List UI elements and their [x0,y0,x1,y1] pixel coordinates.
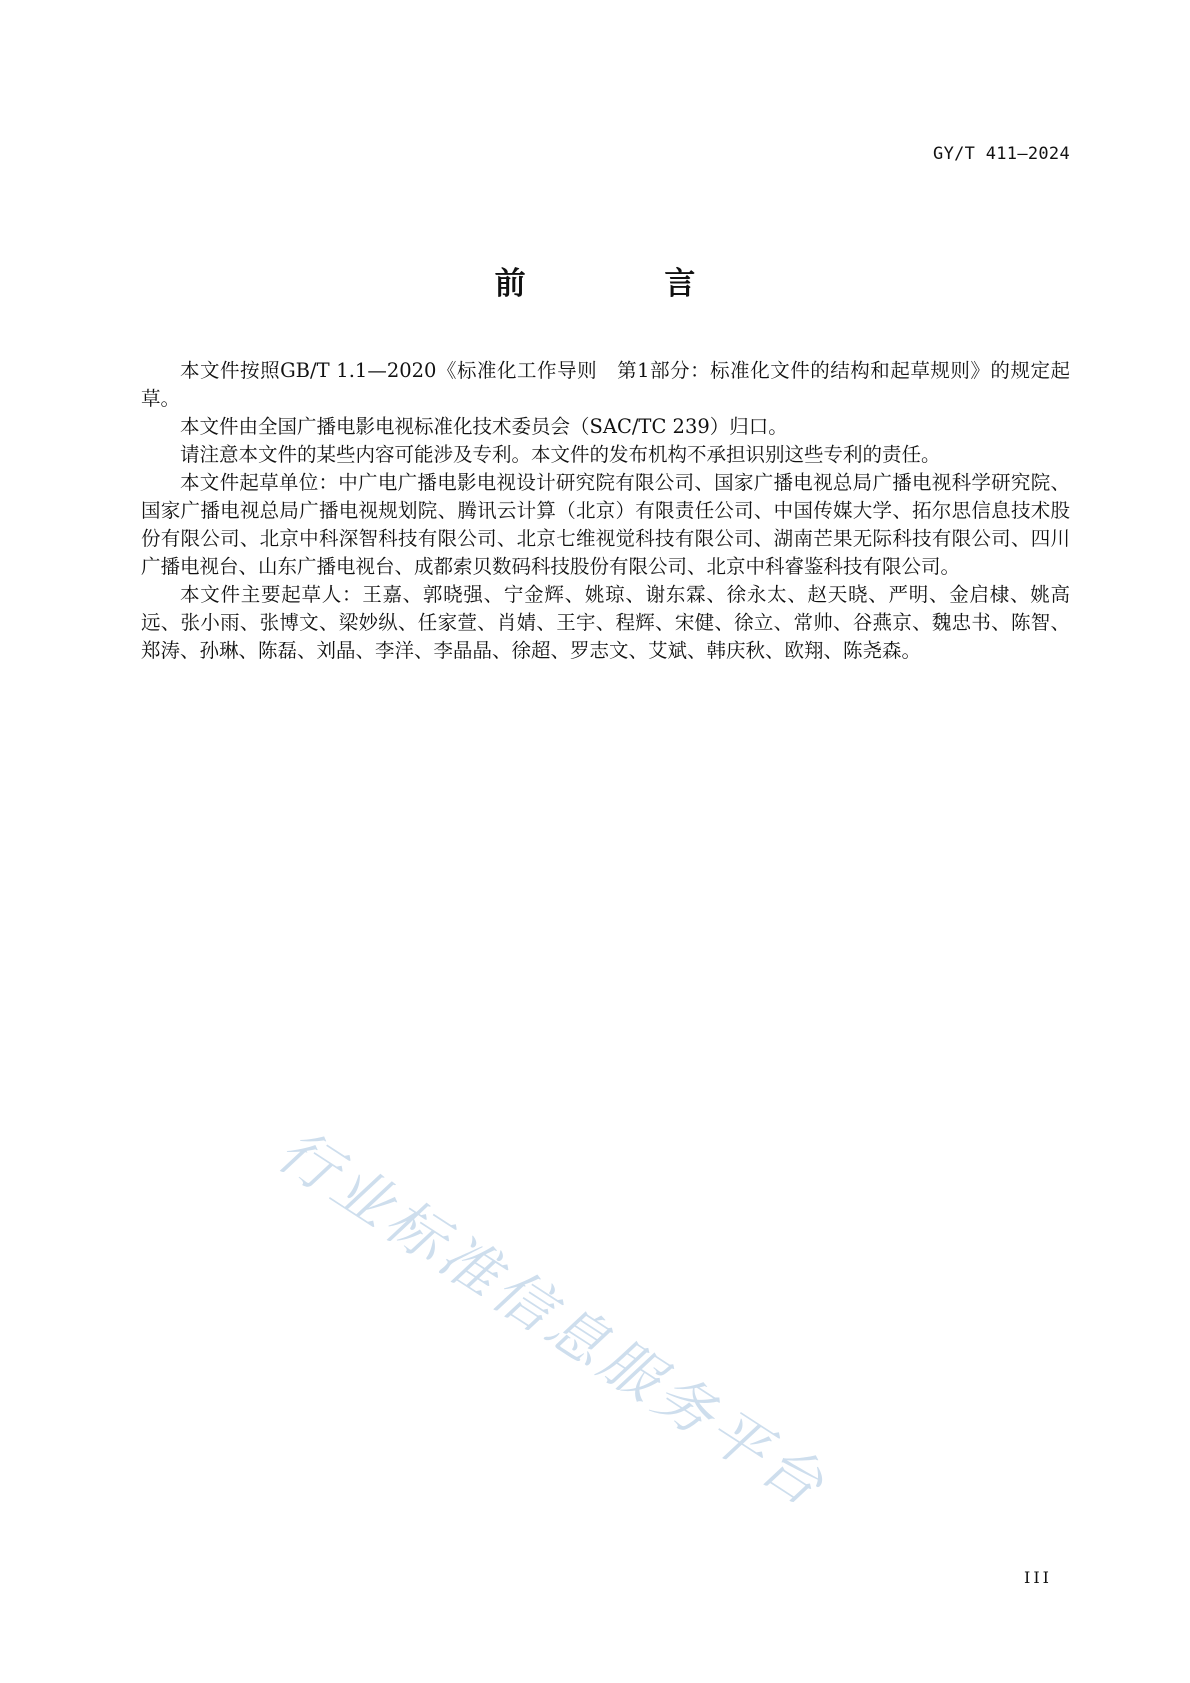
paragraph-committee: 本文件由全国广播电影电视标准化技术委员会（SAC/TC 239）归口。 [180,415,788,438]
page-number: III [1024,1568,1052,1587]
paragraph-drafting-units: 本文件起草单位：中广电广播电影电视设计研究院有限公司、国家广播电视总局广播电视科学研究院、国家广播电视总局广播电视规划院、腾讯云计算（北京）有限责任公司、中国传媒大学、拓尔思信息技术股份有限公司、北京中科深智科技有限公司、北京七维视觉科技有限公司、湖南芒果无际科技有限公司、四川广播电视台、山东广播电视台、成都索贝数码科技股份有限公司、北京中科睿鉴科技有限公司。 [141,471,1070,578]
foreword-body [141,357,1070,665]
page-title: 前 言 [494,266,760,302]
paragraph-drafting-basis: 本文件按照GB/T 1.1—2020《标准化工作导则 第1部分：标准化文件的结构和起草规则》的规定起草。 [141,359,1070,410]
document-id: GY/T 411—2024 [933,144,1070,164]
paragraph-patent-notice: 请注意本文件的某些内容可能涉及专利。本文件的发布机构不承担识别这些专利的责任。 [180,443,941,466]
watermark: 行业标准信息服务平台 [265,1115,840,1522]
paragraph-drafters: 本文件主要起草人：王嘉、郭晓强、宁金辉、姚琼、谢东霖、徐永太、赵天晓、严明、金启棣、姚高远、张小雨、张博文、梁妙纵、任家萱、肖婧、王宇、程辉、宋健、徐立、常帅、谷燕京、魏忠书、陈智、郑涛、孙琳、陈磊、刘晶、李洋、李晶晶、徐超、罗志文、艾斌、韩庆秋、欧翔、陈尧森。 [141,583,1070,662]
